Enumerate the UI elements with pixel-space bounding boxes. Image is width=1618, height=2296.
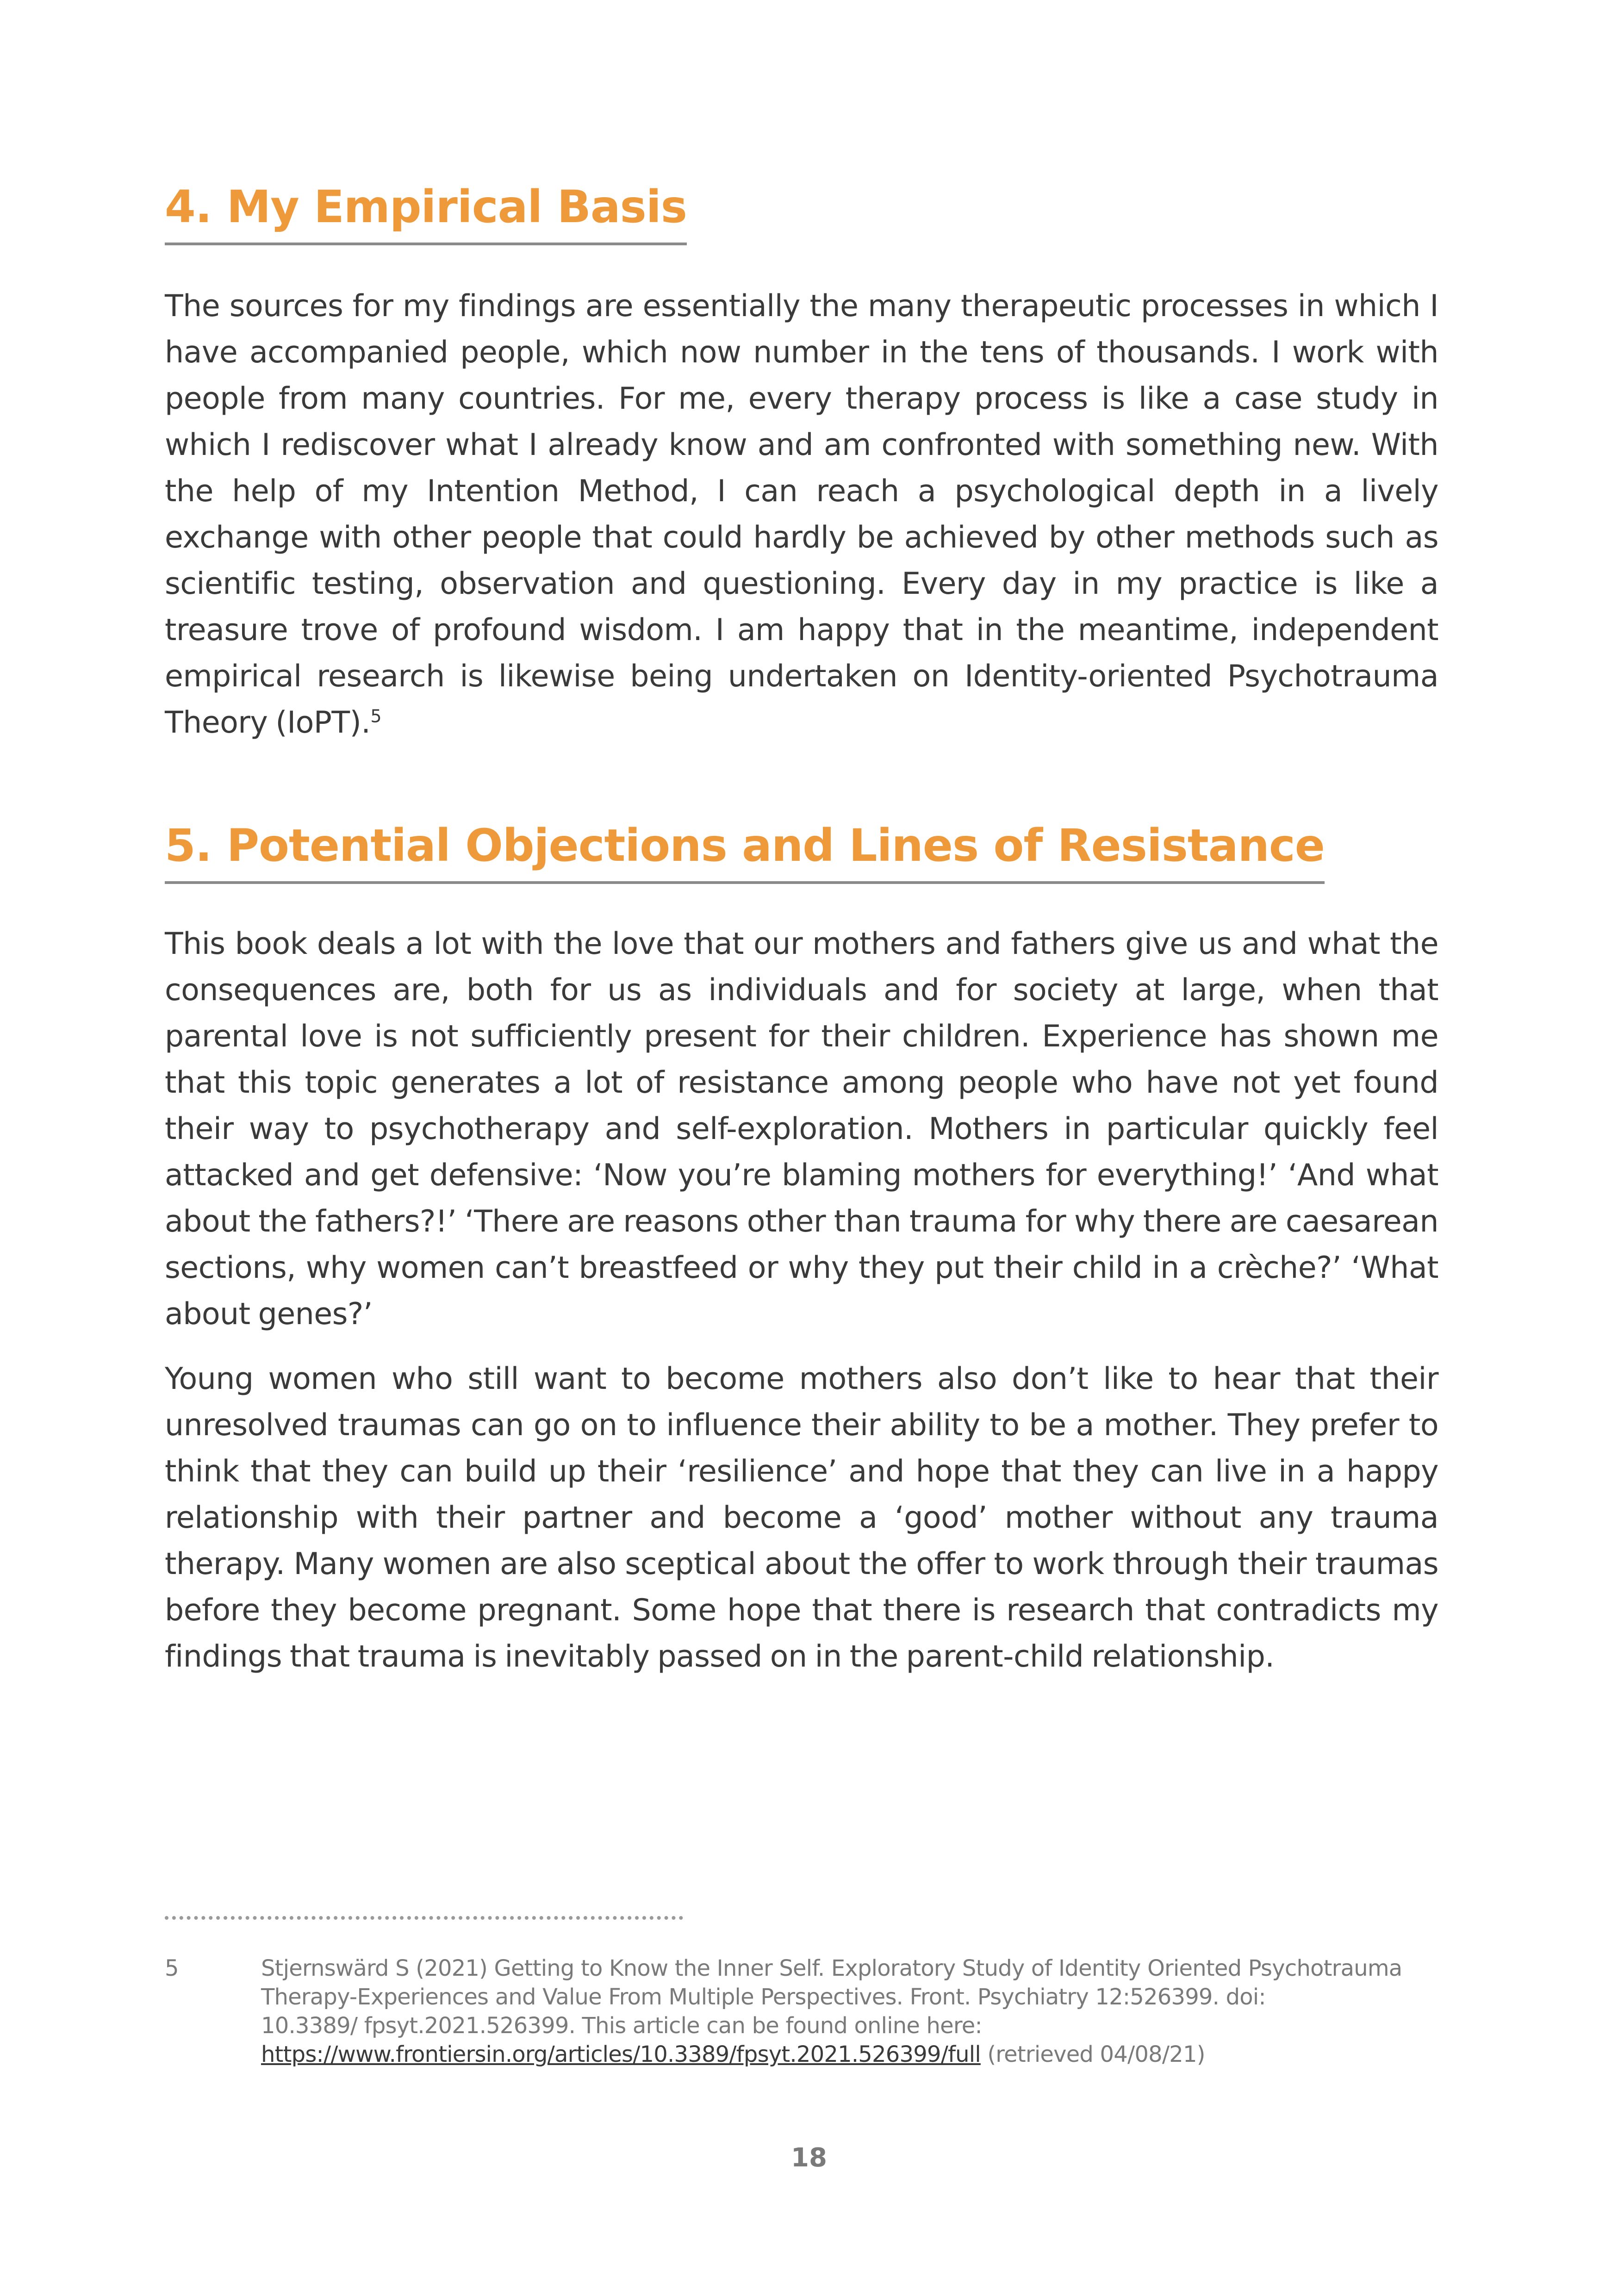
paragraph-objections-1: This book deals a lot with the love that our mothers and fathers give us and what the consequences are, both for us as individuals and for society at large, when that parental love is not sufficiently present for their children. Experience has shown me that this topic generates a lot of resistance among people who have not yet found their way to psychotherapy and self-exploration. Mothers in particular quickly feel attacked and get defensive: ‘Now you’re blaming mothers for everything!’ ‘And what about the fathers?!’ ‘There are reasons other than trauma for why there are caesarean sections, why women can’t breastfeed or why they put their child in a crèche?’ ‘What about genes?’ bbox=[165, 927, 1438, 1332]
page-number: 18 bbox=[791, 2143, 827, 2173]
footnote-line: Stjernswärd S (2021) Getting to Know the Inner Self. Exploratory Study of Identity Oriented Psychotrauma bbox=[261, 1955, 1402, 1981]
footnote-number: 5 bbox=[165, 1955, 179, 1981]
section-heading-objections: 5. Potential Objections and Lines of Resistance bbox=[165, 818, 1325, 884]
paragraph-text: The sources for my findings are essentially the many therapeutic processes in which I have accompanied people, which now number in the tens of thousands. I work with people from many countries. For me, every therapy process is like a case study in which I rediscover what I already know and am confronted with something new. With the help of my Intention Method, I can reach a psychological depth in a lively exchange with other people that could hardly be achieved by other methods such as scientific testing, observation and questioning. Every day in my practice is like a treasure trove of profound wisdom. I am happy that in the meantime, independent empirical research is likewise being undertaken on Identity-oriented Psychotrauma Theory (IoPT). bbox=[165, 289, 1438, 740]
footnote-link[interactable]: https://www.frontiersin.org/articles/10.3389/fpsyt.2021.526399/full bbox=[261, 2041, 981, 2067]
footnote-line-link bbox=[261, 2040, 1438, 2069]
footnote-line: 10.3389/ fpsyt.2021.526399. This article can be found online here: bbox=[261, 2013, 982, 2039]
footnote-reference[interactable]: 5 bbox=[370, 706, 381, 727]
paragraph-objections-2: Young women who still want to become mothers also don’t like to hear that their unresolved traumas can go on to influence their ability to be a mother. They prefer to think that they can build up their ‘resilience’ and hope that they can live in a happy relationship with their partner and become a ‘good’ mother without any trauma therapy. Many women are also sceptical about the offer to work through their traumas before they become pregnant. Some hope that there is research that contradicts my findings that trauma is inevitably passed on in the parent-child relationship. bbox=[165, 1362, 1438, 1674]
paragraph-empirical-basis bbox=[165, 283, 1438, 746]
footnote-retrieved: (retrieved 04/08/21) bbox=[980, 2041, 1205, 2067]
footnote-separator bbox=[165, 1916, 683, 1920]
footnote-line: Therapy-Experiences and Value From Multiple Perspectives. Front. Psychiatry 12:526399. doi: bbox=[261, 1984, 1266, 2010]
footnote-text bbox=[261, 1954, 1438, 2069]
section-heading-empirical-basis: 4. My Empirical Basis bbox=[165, 180, 687, 245]
